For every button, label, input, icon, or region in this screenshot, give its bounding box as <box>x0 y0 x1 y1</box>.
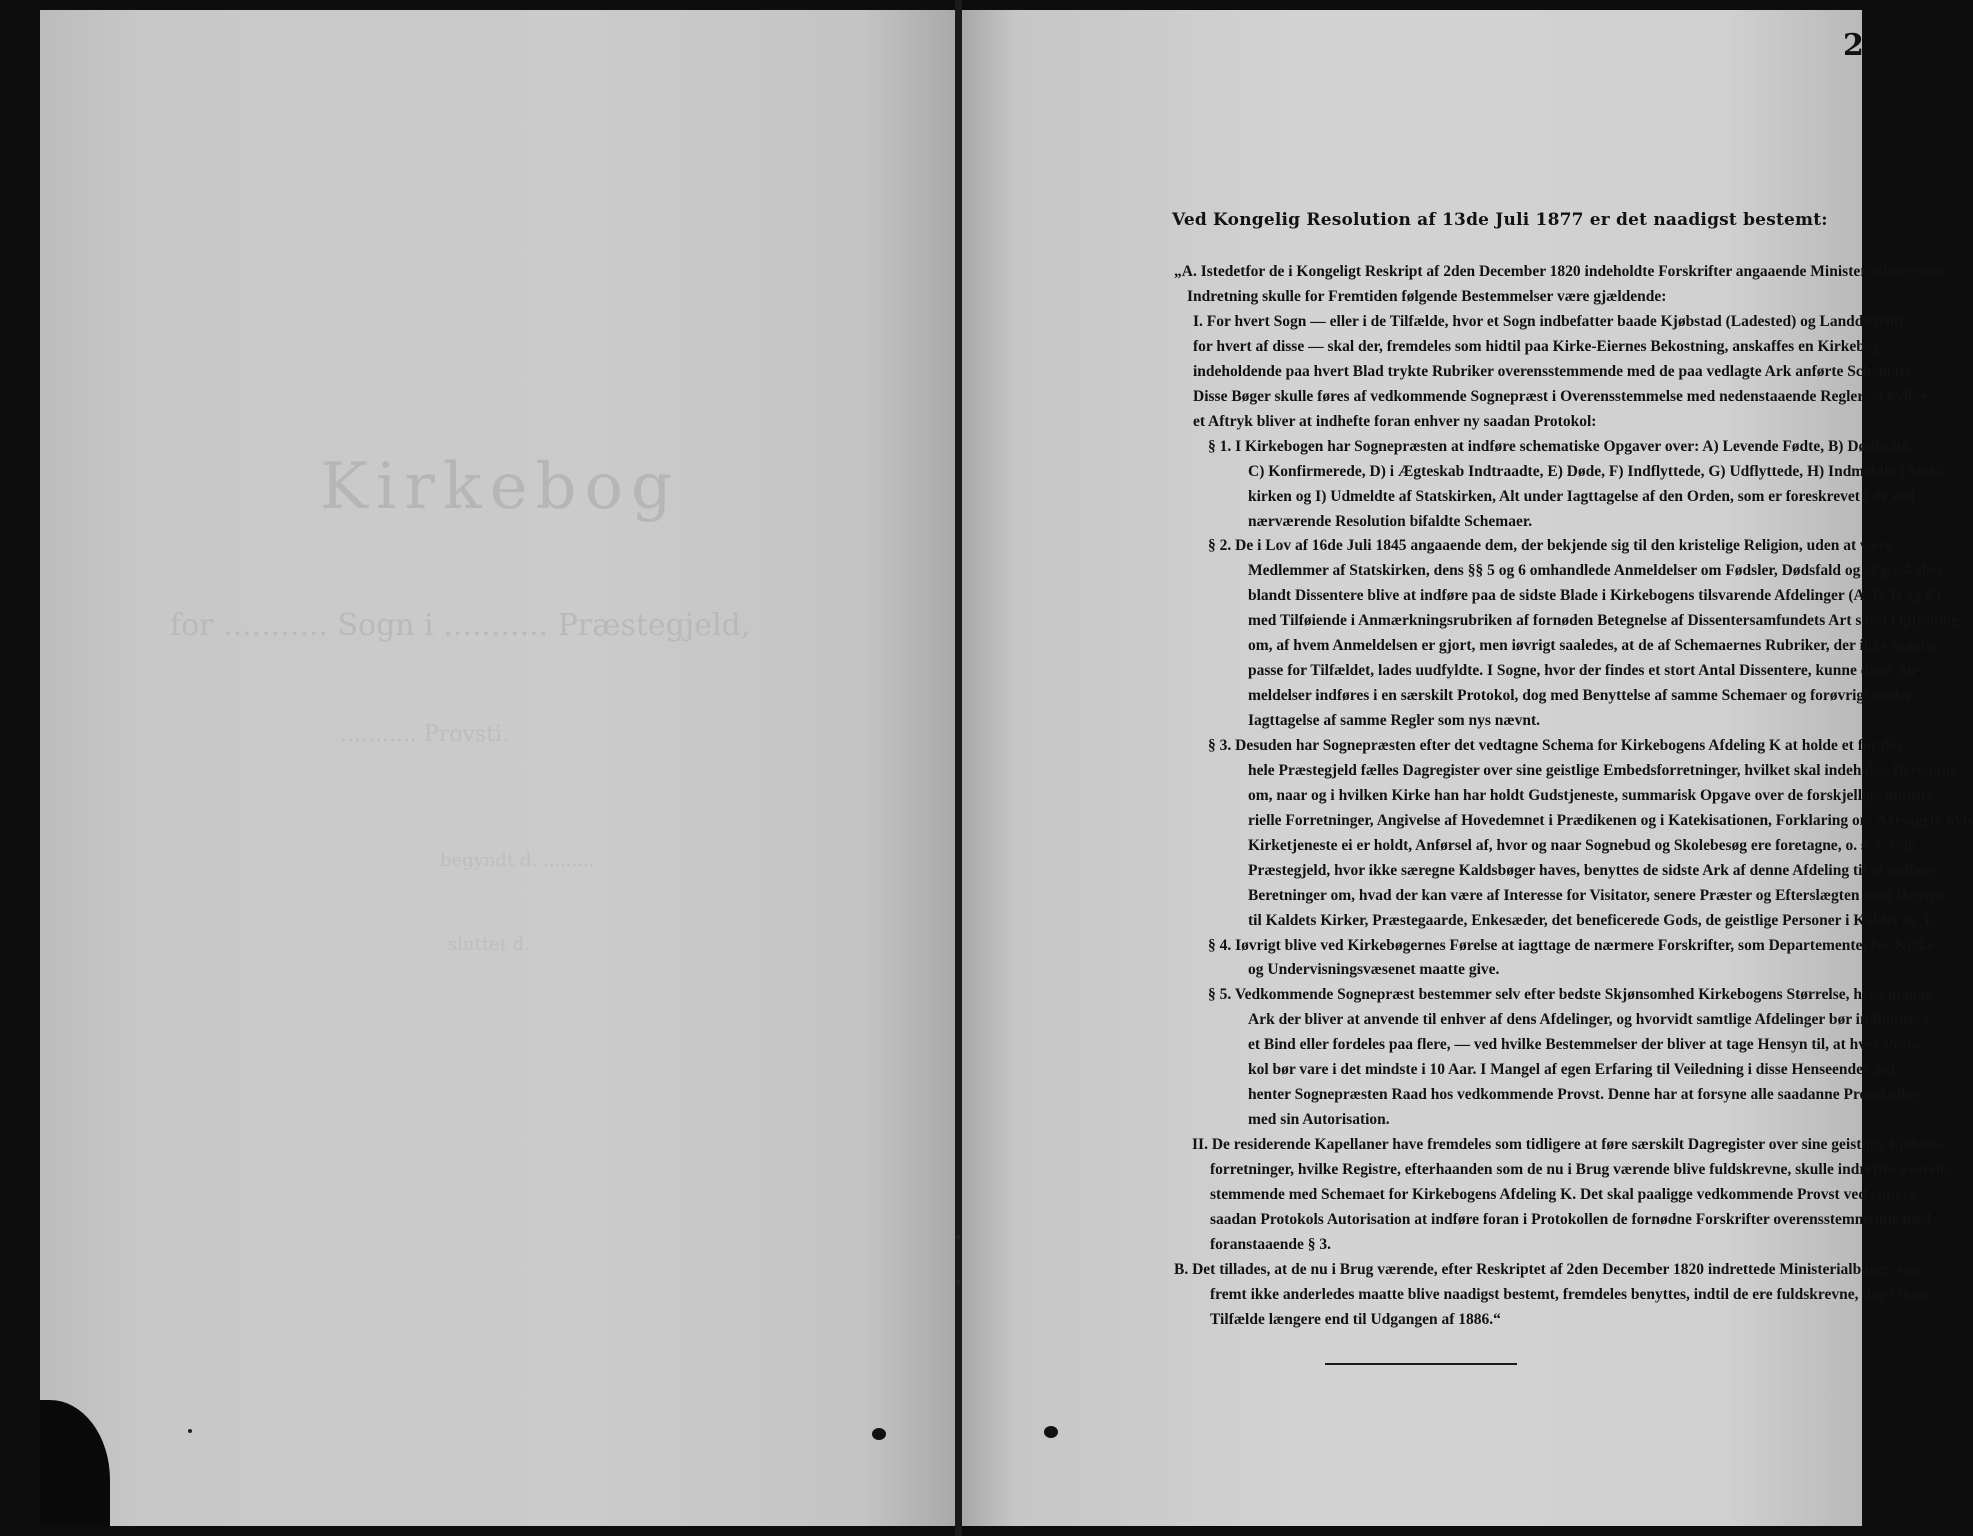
text-line: foranstaaende § 3. <box>1210 1236 1331 1253</box>
text-line: Tilfælde længere end til Udgangen af 1886.“ <box>1210 1311 1501 1328</box>
text-line: I. For hvert Sogn — eller i de Tilfælde, hvor et Sogn indbefatter baade Kjøbstad (Ladested) og Landdistrikt, <box>1193 313 1908 330</box>
book-gutter <box>955 0 962 1536</box>
speck <box>188 1429 192 1433</box>
closing-rule <box>1325 1363 1517 1365</box>
resolution-heading: Ved Kongelig Resolution af 13de Juli 1877 er det naadigst bestemt: <box>1172 210 1828 230</box>
text-line: indeholdende paa hvert Blad trykte Rubriker overensstemmende med de paa vedlagte Ark anførte Schemaer. <box>1193 363 1916 380</box>
text-line: forretninger, hvilke Registre, efterhaanden som de nu i Brug værende blive fuldskrevne, skulle indrettes overens- <box>1210 1161 1956 1178</box>
text-line: blandt Dissentere blive at indføre paa de sidste Blade i Kirkebogens tilsvarende Afdelinger (A, B, D og E) <box>1248 587 1941 604</box>
text-line: hele Præstegjeld fælles Dagregister over sine geistlige Embedsforretninger, hvilket skal indeholde Beretning <box>1248 762 1959 779</box>
text-line: Ark der bliver at anvende til enhver af dens Afdelinger, og hvorvidt samtlige Afdelinger bør indbindes i <box>1248 1011 1929 1028</box>
text-line: „A. Istedetfor de i Kongeligt Reskript af 2den December 1820 indeholdte Forskrifter angaaende Ministerialbøgernes <box>1174 263 1943 280</box>
text-line: § 2. De i Lov af 16de Juli 1845 angaaende dem, der bekjende sig til den kristelige Religion, uden at være <box>1208 537 1893 554</box>
text-line: kirken og I) Udmeldte af Statskirken, Alt under Iagttagelse af den Orden, som er foreskrevet i de ved <box>1248 488 1915 505</box>
ghost-line-parish: for ........... Sogn i ........... Præstegjeld, <box>170 608 751 643</box>
text-line: Indretning skulle for Fremtiden følgende Bestemmelser være gjældende: <box>1187 288 1667 305</box>
resolution-text <box>962 10 1973 1526</box>
text-line: henter Sognepræsten Raad hos vedkommende Provst. Denne har at forsyne alle saadanne Protokoller <box>1248 1086 1919 1103</box>
text-line: stemmende med Schemaet for Kirkebogens Afdeling K. Det skal paaligge vedkommende Provst ved enhver <box>1210 1186 1917 1203</box>
text-line: Disse Bøger skulle føres af vedkommende Sognepræst i Overensstemmelse med nedenstaaende Regler, af hvilke <box>1193 388 1928 405</box>
text-line: for hvert af disse — skal der, fremdeles som hidtil paa Kirke-Eiernes Bekostning, anskaffes en Kirkebog, <box>1193 338 1885 355</box>
right-page <box>962 10 1973 1526</box>
binding-hole <box>872 1428 886 1440</box>
text-line: nærværende Resolution bifaldte Schemaer. <box>1248 513 1533 530</box>
text-line: § 1. I Kirkebogen har Sognepræsten at indføre schematiske Opgaver over: A) Levende Fødte, B) Dødfødte, <box>1208 438 1913 455</box>
text-line: kol bør vare i det mindste i 10 Aar. I Mangel af egen Erfaring til Veiledning i disse Henseender ind- <box>1248 1061 1901 1078</box>
text-line: med sin Autorisation. <box>1248 1111 1390 1128</box>
text-line: Kirketjeneste ei er holdt, Anførsel af, hvor og naar Sognebud og Skolebesøg ere foretagne, o. s. v. I de <box>1248 837 1915 854</box>
page-number: 2 <box>1843 28 1864 63</box>
text-line: et Bind eller fordeles paa flere, — ved hvilke Bestemmelser der bliver at tage Hensyn til, at hver Proto- <box>1248 1036 1926 1053</box>
text-line: § 4. Iøvrigt blive ved Kirkebøgernes Førelse at iagttage de nærmere Forskrifter, som Departementet for Kirke- <box>1208 937 1939 954</box>
text-line: rielle Forretninger, Angivelse af Hovedemnet i Prædikenen og i Katekisationen, Forklaring om Aarsagen, hvis <box>1248 812 1973 829</box>
text-line: B. Det tillades, at de nu i Brug værende, efter Reskriptet af 2den December 1820 indrettede Ministerialbøger, saa- <box>1174 1261 1924 1278</box>
text-line: C) Konfirmerede, D) i Ægteskab Indtraadte, E) Døde, F) Indflyttede, G) Udflyttede, H) Indmeldte i Stats- <box>1248 463 1947 480</box>
text-line: til Kaldets Kirker, Præstegaarde, Enkesæder, det beneficerede Gods, de geistlige Personer i Kaldet m. V. <box>1248 912 1936 929</box>
binding-speck <box>956 1280 960 1284</box>
text-line: Iagttagelse af samme Regler som nys nævnt. <box>1248 712 1541 729</box>
text-line: med Tilføiende i Anmærkningsrubriken af fornøden Betegnelse af Dissentersamfundets Art samt Oplysning <box>1248 612 1960 629</box>
text-line: og Undervisningsvæsenet maatte give. <box>1248 961 1500 978</box>
ghost-line-ended: sluttet d. <box>448 934 530 955</box>
text-line: Medlemmer af Statskirken, dens §§ 5 og 6 omhandlede Anmeldelser om Fødsler, Dødsfald og Ægteskaber <box>1248 562 1945 579</box>
text-line: § 3. Desuden har Sognepræsten efter det vedtagne Schema for Kirkebogens Afdeling K at holde et for det <box>1208 737 1902 754</box>
text-line: passe for Tilfældet, lades uudfyldte. I Sogne, hvor der findes et stort Antal Dissentere, kunne disse An- <box>1248 662 1921 679</box>
left-page <box>40 10 955 1526</box>
text-line: om, naar og i hvilken Kirke han har holdt Gudstjeneste, summarisk Opgave over de forskjellige ministe- <box>1248 787 1939 804</box>
binding-hole <box>1044 1426 1058 1438</box>
text-line: fremt ikke anderledes maatte blive naadigst bestemt, fremdeles benyttes, indtil de ere fuldskrevne, dog i intet <box>1210 1286 1929 1303</box>
text-line: saadan Protokols Autorisation at indføre foran i Protokollen de fornødne Forskrifter overensstemmende med <box>1210 1211 1932 1228</box>
text-line: om, af hvem Anmeldelsen er gjort, men iøvrigt saaledes, at de af Schemaernes Rubriker, der ikke maatte <box>1248 637 1938 654</box>
binding-speck <box>956 1235 960 1239</box>
text-line: meldelser indføres i en særskilt Protokol, dog med Benyttelse af samme Schemaer og forøvrigt under <box>1248 687 1913 704</box>
text-line: Beretninger om, hvad der kan være af Interesse for Visitator, senere Præster og Efterslægten med Hensyn <box>1248 887 1946 904</box>
ghost-title: Kirkebog <box>320 450 680 524</box>
text-line: et Aftryk bliver at indhefte foran enhver ny saadan Protokol: <box>1193 413 1597 430</box>
text-line: II. De residerende Kapellaner have fremdeles som tidligere at føre særskilt Dagregister over sine geistlige Embeds- <box>1192 1136 1948 1153</box>
ghost-line-deanery: ........... Provsti. <box>340 722 510 747</box>
ghost-line-begun: begyndt d. ......... <box>440 850 595 871</box>
text-line: § 5. Vedkommende Sognepræst bestemmer selv efter bedste Skjønsomhed Kirkebogens Størrelse, hvor mange <box>1208 986 1932 1003</box>
text-line: Præstegjeld, hvor ikke særegne Kaldsbøger haves, benyttes de sidste Ark af denne Afdeling til at indføre <box>1248 862 1936 879</box>
